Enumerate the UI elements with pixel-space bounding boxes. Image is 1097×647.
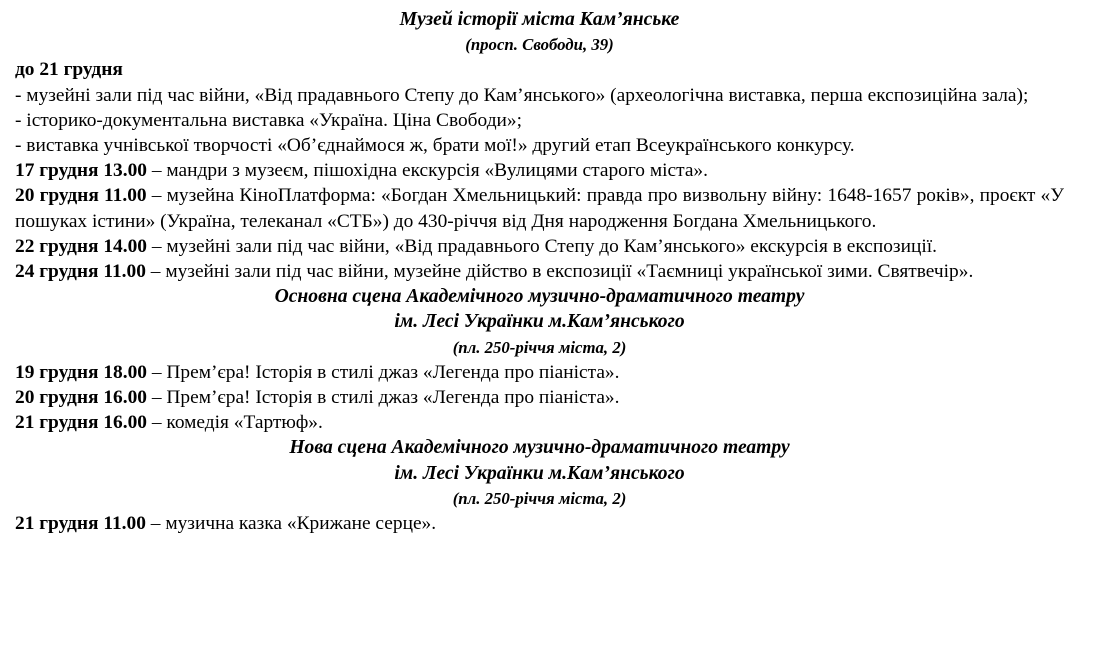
new-stage-address: (пл. 250-річчя міста, 2) <box>452 488 627 508</box>
main-stage-event <box>15 360 1064 385</box>
museum-event <box>15 259 1064 284</box>
museum-event <box>15 234 1064 259</box>
event-date: 20 грудня 11.00 <box>15 185 147 207</box>
new-stage-section <box>15 435 1064 536</box>
main-stage-section <box>15 284 1064 435</box>
new-stage-title-line2: ім. Лесі Українки м.Кам’янського <box>394 462 685 484</box>
event-text: – музейна КіноПлатформа: «Богдан Хмельницький: правда про визвольну війну: 1648-1657 років», проєкт «У пошуках істини» (Україна, телеканал «СТБ») до 430-річчя від Дня народження Богдана Хмельницького. <box>15 185 1064 232</box>
event-date: 17 грудня 13.00 <box>15 160 147 182</box>
new-stage-title-line1: Нова сцена Академічного музично-драматичного театру <box>289 437 790 459</box>
event-text: – Прем’єра! Історія в стилі джаз «Легенда про піаніста». <box>147 361 620 383</box>
main-stage-event <box>15 385 1064 410</box>
new-stage-event <box>15 511 1064 536</box>
event-date: 22 грудня 14.00 <box>15 235 147 257</box>
event-date: 24 грудня 11.00 <box>15 261 146 283</box>
museum-item: - музейні зали під час війни, «Від прадавнього Степу до Кам’янського» (археологічна виставка, перша експозиційна зала); <box>15 84 1029 106</box>
event-text: – комедія «Тартюф». <box>147 412 323 434</box>
main-stage-title-line2: ім. Лесі Українки м.Кам’янського <box>394 311 685 333</box>
museum-item: - виставка учнівської творчості «Об’єднаймося ж, брати мої!» другий етап Всеукраїнського конкурсу. <box>15 135 855 157</box>
event-date: 21 грудня 11.00 <box>15 513 146 535</box>
event-text: – музейні зали під час війни, музейне дійство в експозиції «Таємниці української зими. Святвечір». <box>145 261 974 283</box>
event-date: 21 грудня 16.00 <box>15 412 147 434</box>
event-text: – музична казка «Крижане серце». <box>145 513 437 535</box>
museum-until-label: до 21 грудня <box>15 59 123 81</box>
event-text: – Прем’єра! Історія в стилі джаз «Легенда про піаніста». <box>147 387 620 409</box>
museum-item: - історико-документальна виставка «Україна. Ціна Свободи»; <box>15 109 523 131</box>
event-date: 20 грудня 16.00 <box>15 387 147 409</box>
event-text: – мандри з музеєм, пішохідна екскурсія «Вулицями старого міста». <box>147 160 708 182</box>
museum-event <box>15 158 1064 183</box>
museum-title: Музей історії міста Кам’янське <box>399 9 680 30</box>
museum-event <box>15 183 1064 233</box>
main-stage-title-line1: Основна сцена Академічного музично-драматичного театру <box>274 286 805 308</box>
main-stage-event <box>15 410 1064 435</box>
event-text: – музейні зали під час війни, «Від прадавнього Степу до Кам’янського» екскурсія в експозиції. <box>147 235 937 257</box>
main-stage-address: (пл. 250-річчя міста, 2) <box>452 337 627 357</box>
event-date: 19 грудня 18.00 <box>15 361 147 383</box>
museum-address: (просп. Свободи, 39) <box>465 35 614 55</box>
museum-section <box>15 7 1064 284</box>
